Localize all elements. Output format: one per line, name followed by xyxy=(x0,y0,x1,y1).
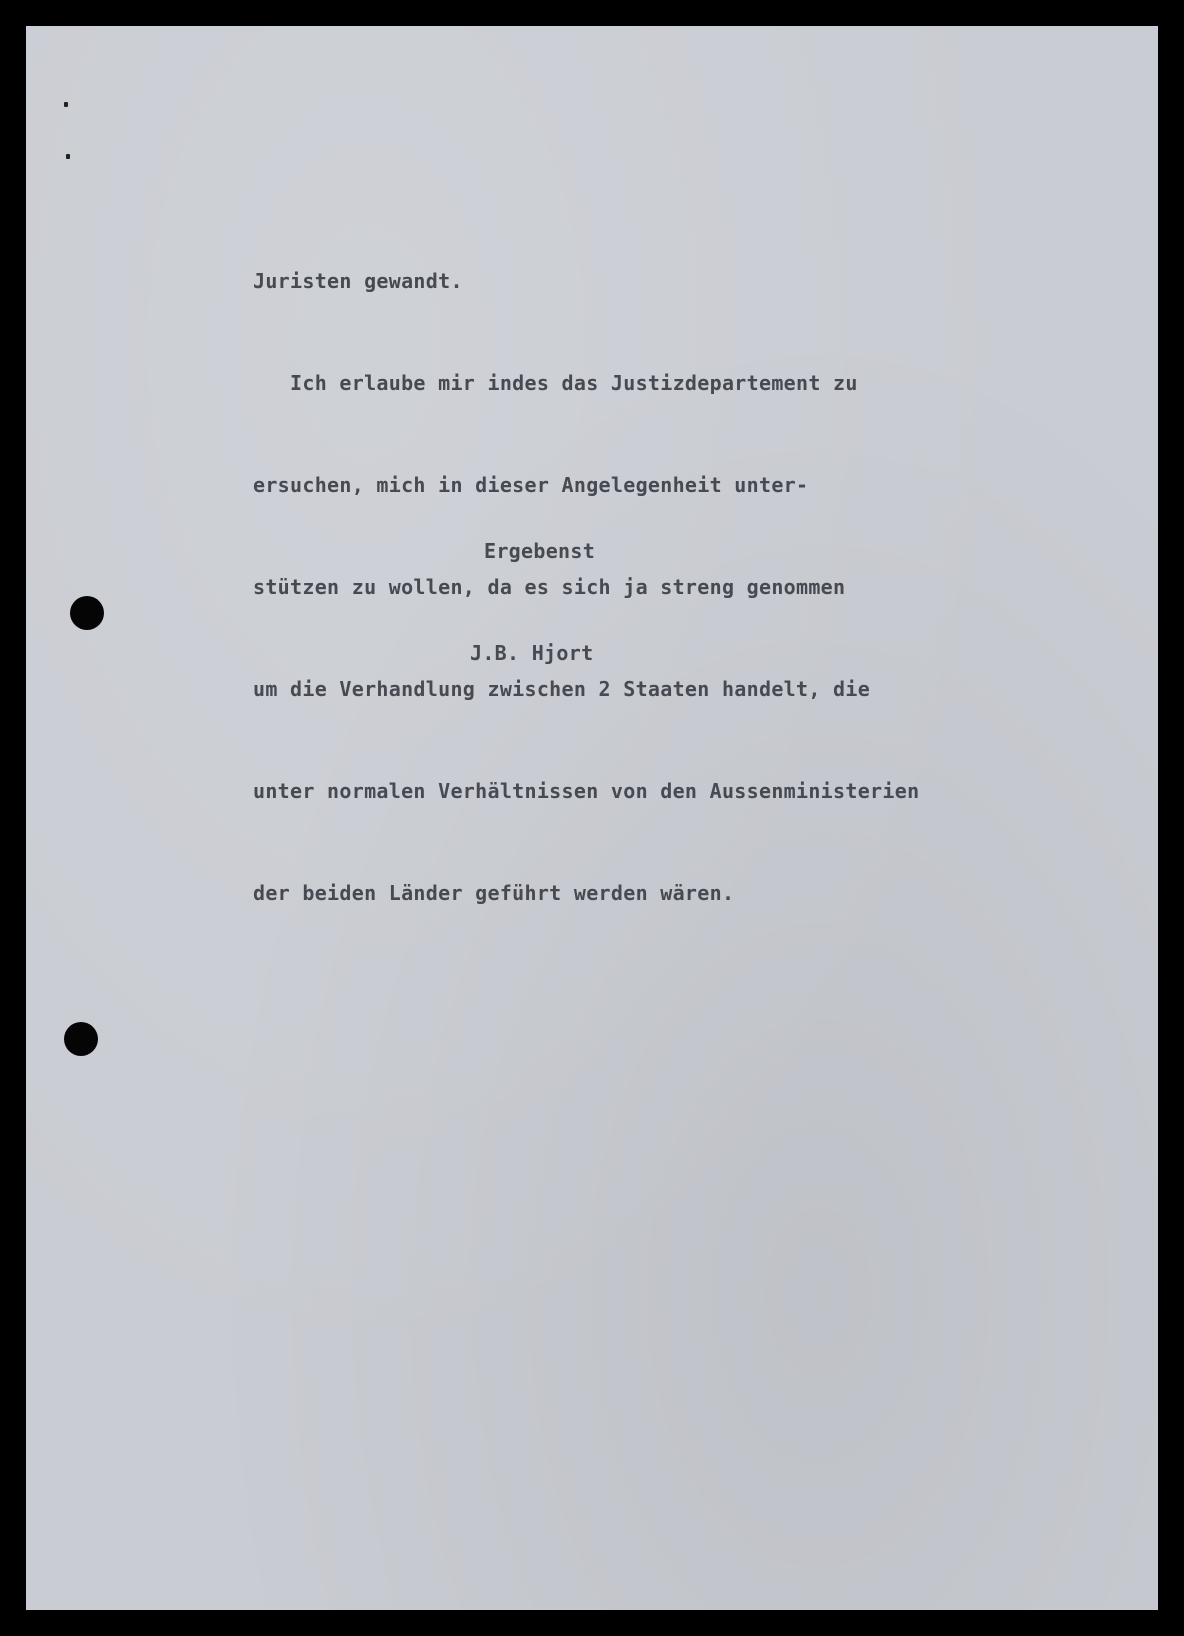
letter-line: Juristen gewandt. xyxy=(253,269,463,293)
letter-line: um die Verhandlung zwischen 2 Staaten handelt, die xyxy=(253,677,871,701)
document-page xyxy=(26,26,1158,1610)
letter-line: der beiden Länder geführt werden wären. xyxy=(253,881,735,905)
letter-closing xyxy=(456,466,595,738)
letter-line: unter normalen Verhältnissen von den Aussenministerien xyxy=(253,779,920,803)
closing-salutation: Ergebenst xyxy=(484,539,596,563)
signature-name: J.B. Hjort xyxy=(470,641,594,665)
letter-line: Ich erlaube mir indes das Justizdepartement zu xyxy=(253,371,858,395)
punch-hole-lower xyxy=(64,1022,98,1056)
letter-line: ersuchen, mich in dieser Angelegenheit unter- xyxy=(253,473,809,497)
margin-mark xyxy=(66,154,70,159)
letter-line: stützen zu wollen, da es sich ja streng genommen xyxy=(253,575,846,599)
margin-mark xyxy=(64,102,68,107)
punch-hole-upper xyxy=(70,596,104,630)
